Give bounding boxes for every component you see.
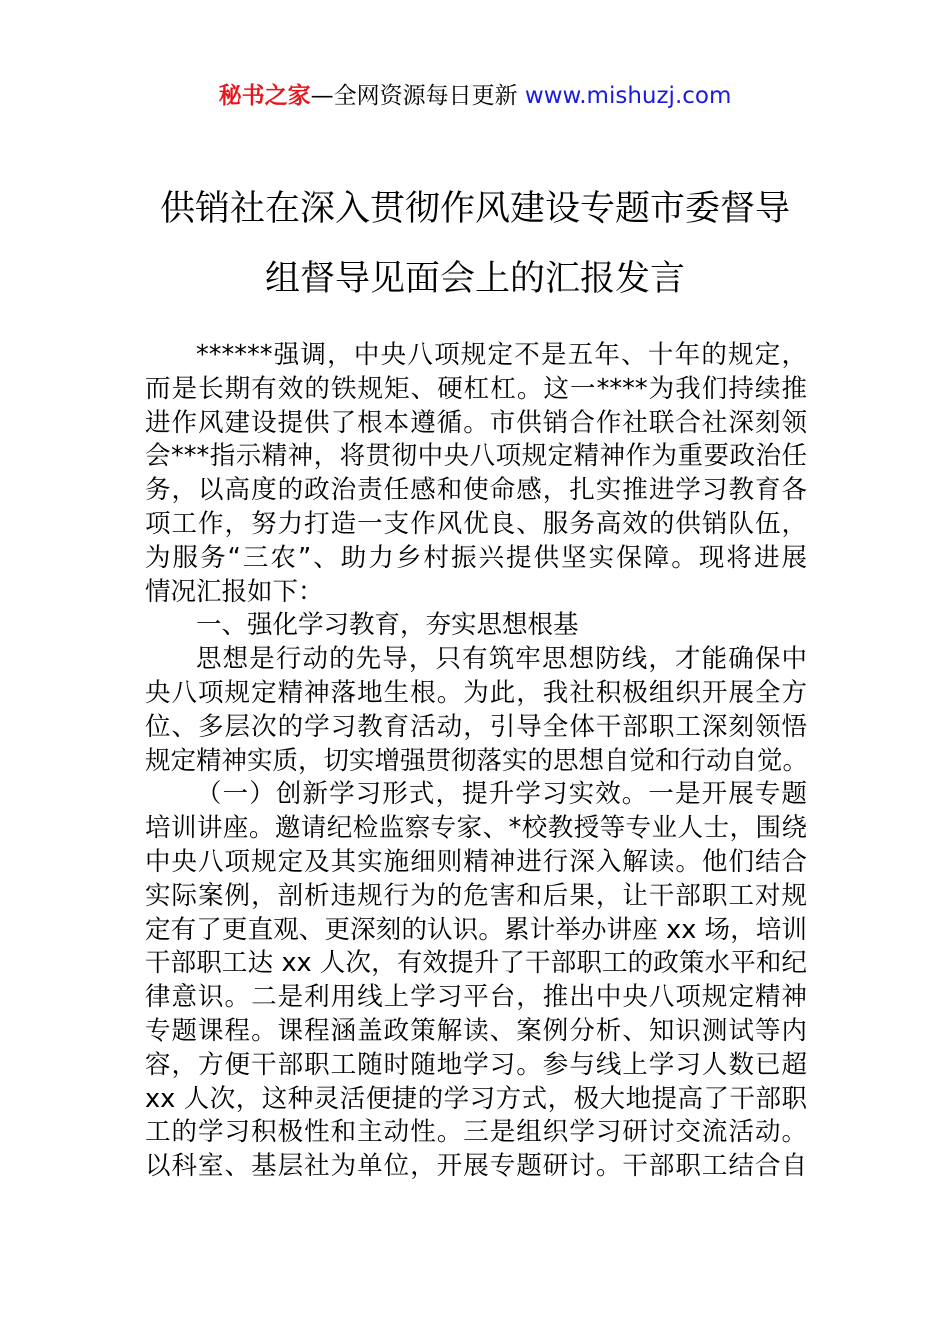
body-line: 央八项规定精神落地生根。为此，我社积极组织开展全方 bbox=[145, 677, 807, 708]
body-line: xx 人次，这种灵活便捷的学习方式，极大地提高了干部职 bbox=[145, 1083, 807, 1114]
header-slogan: —全网资源每日更新 bbox=[310, 83, 525, 109]
document-body bbox=[145, 339, 807, 1184]
body-line: 干部职工达 xx 人次，有效提升了干部职工的政策水平和纪 bbox=[145, 948, 807, 979]
body-line: 培训讲座。邀请纪检监察专家、*校教授等专业人士，围绕 bbox=[145, 813, 807, 844]
body-line: 工的学习积极性和主动性。三是组织学习研讨交流活动。 bbox=[145, 1117, 807, 1148]
body-line: 以科室、基层社为单位，开展专题研讨。干部职工结合自 bbox=[145, 1151, 807, 1182]
body-line: 律意识。二是利用线上学习平台，推出中央八项规定精神 bbox=[145, 982, 807, 1013]
header-site-link[interactable]: www.mishuzj.com bbox=[524, 83, 732, 109]
site-header bbox=[0, 80, 950, 112]
body-line: 进作风建设提供了根本遵循。市供销合作社联合社深刻领 bbox=[145, 407, 807, 438]
body-line: 为服务“三农”、助力乡村振兴提供坚实保障。现将进展 bbox=[145, 542, 807, 573]
body-line: 务，以高度的政治责任感和使命感，扎实推进学习教育各 bbox=[145, 475, 807, 506]
body-line: 情况汇报如下： bbox=[145, 576, 324, 607]
body-line: 思想是行动的先导，只有筑牢思想防线，才能确保中 bbox=[196, 644, 807, 675]
document-title bbox=[0, 174, 950, 314]
body-line: 项工作，努力打造一支作风优良、服务高效的供销队伍， bbox=[145, 508, 807, 539]
body-line: 而是长期有效的铁规矩、硬杠杠。这一****为我们持续推 bbox=[145, 373, 807, 404]
title-line-2: 组督导见面会上的汇报发言 bbox=[264, 259, 685, 299]
body-line: 实际案例，剖析违规行为的危害和后果，让干部职工对规 bbox=[145, 880, 807, 911]
body-line: 定有了更直观、更深刻的认识。累计举办讲座 xx 场，培训 bbox=[145, 914, 807, 945]
body-line: 容，方便干部职工随时随地学习。参与线上学习人数已超 bbox=[145, 1049, 807, 1080]
header-brand: 秘书之家 bbox=[218, 83, 311, 109]
body-line: 会***指示精神，将贯彻中央八项规定精神作为重要政治任 bbox=[145, 441, 807, 472]
section-heading: 一、强化学习教育，夯实思想根基 bbox=[196, 610, 579, 641]
body-line: 中央八项规定及其实施细则精神进行深入解读。他们结合 bbox=[145, 846, 807, 877]
body-line: 专题课程。课程涵盖政策解读、案例分析、知识测试等内 bbox=[145, 1015, 807, 1046]
body-line: 规定精神实质，切实增强贯彻落实的思想自觉和行动自觉。 bbox=[145, 745, 809, 776]
title-line-1: 供销社在深入贯彻作风建设专题市委督导 bbox=[159, 189, 790, 229]
body-line: 位、多层次的学习教育活动，引导全体干部职工深刻领悟 bbox=[145, 711, 807, 742]
subsection-line: （一）创新学习形式，提升学习实效。一是开展专题 bbox=[196, 779, 807, 810]
body-line: ******强调，中央八项规定不是五年、十年的规定， bbox=[196, 340, 807, 370]
